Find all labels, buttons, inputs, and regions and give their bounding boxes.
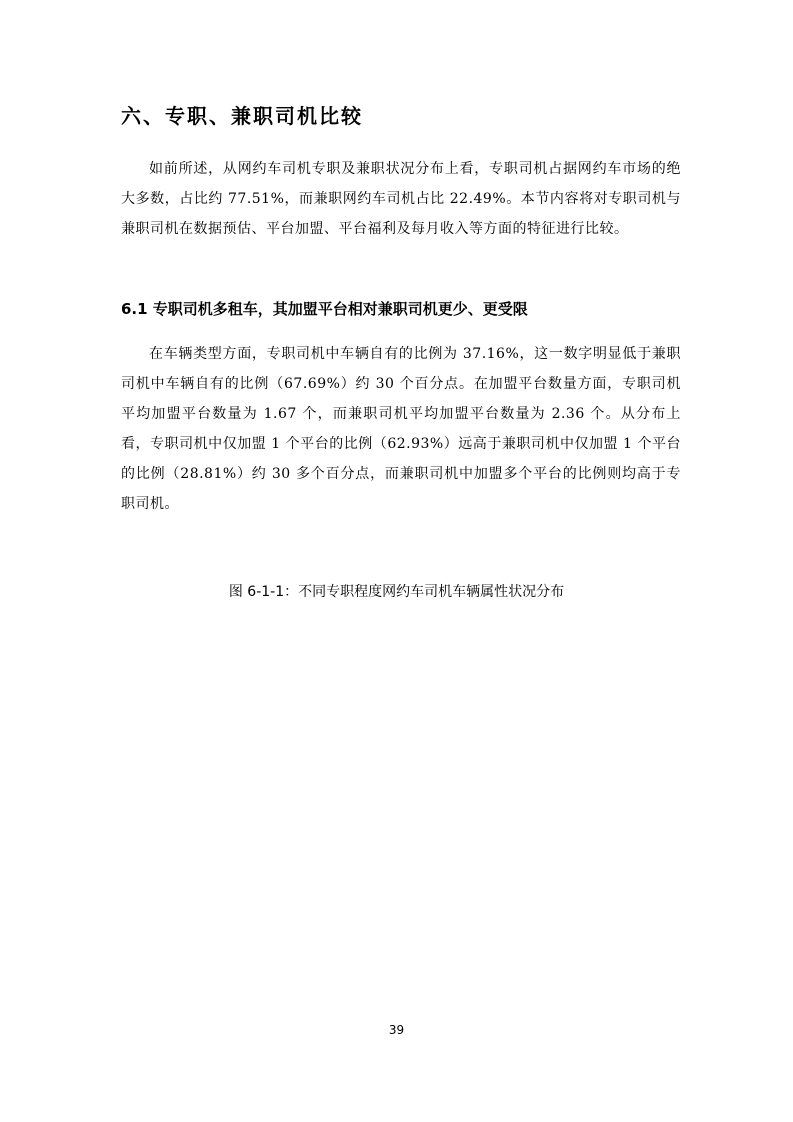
page-number: 39 (388, 1023, 405, 1037)
section-heading: 六、专职、兼职司机比较 (121, 104, 363, 128)
intro-paragraph: 如前所述，从网约车司机专职及兼职状况分布上看，专职司机占据网约车市场的绝大多数，占比约 77.51%，而兼职网约车司机占比 22.49%。本节内容将对专职司机与兼职司机在数据预估、平台加盟、平台福利及每月收入等方面的特征进行比较。 (121, 161, 681, 237)
subsection-heading: 6.1 专职司机多租车，其加盟平台相对兼职司机更少、更受限 (121, 300, 528, 318)
subsection-paragraph: 在车辆类型方面，专职司机中车辆自有的比例为 37.16%，这一数字明显低于兼职司机中车辆自有的比例（67.69%）约 30 个百分点。在加盟平台数量方面，专职司机平均加盟平台数量为 1.67 个，而兼职司机平均加盟平台数量为 2.36 个。从分布上看，专职司机中仅加盟 1 个平台的比例（62.93%）远高于兼职司机中仅加盟 1 个平台的比例（28.81%）约 30 多个百分点，而兼职司机中加盟多个平台的比例则均高于专职司机。 (121, 346, 681, 512)
figure-caption: 图 6-1-1：不同专职程度网约车司机车辆属性状况分布 (228, 584, 565, 600)
